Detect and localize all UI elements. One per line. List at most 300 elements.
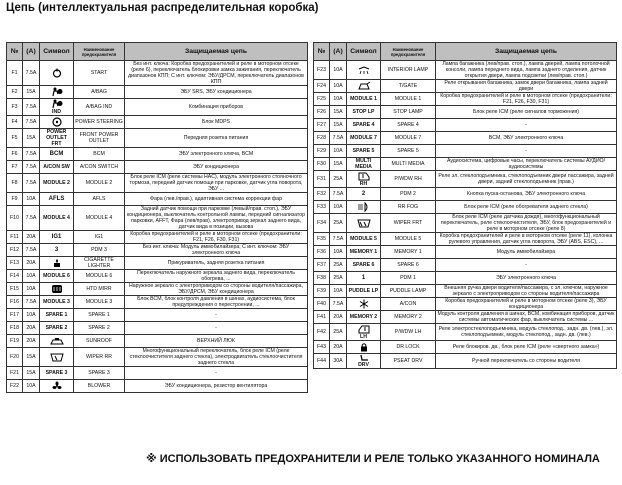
fuse-protected-circuit: Реле блокиров. дв., блок реле ICM (реле «свертного замка») bbox=[436, 341, 617, 354]
fuse-name: MULTI MEDIA bbox=[381, 158, 436, 171]
fuse-symbol bbox=[40, 283, 74, 296]
footer-note: ※ ИСПОЛЬЗОВАТЬ ПРЕДОХРАНИТЕЛИ И РЕЛЕ ТОЛЬКО УКАЗАННОГО НОМИНАЛА bbox=[146, 453, 600, 465]
fuse-row-f20 bbox=[7, 348, 308, 367]
fuse-amperage: 10A bbox=[23, 193, 40, 206]
fuse-number: F20 bbox=[7, 348, 23, 367]
fuse-row-f39 bbox=[314, 285, 617, 298]
fuse-name: START bbox=[74, 61, 125, 86]
fuse-name: HTD MIRR bbox=[74, 283, 125, 296]
fuse-number: F8 bbox=[7, 174, 23, 193]
fuse-symbol-label: 3 bbox=[54, 247, 59, 253]
fuse-number: F11 bbox=[7, 231, 23, 244]
header-fuse-name: Наименование предохранителя bbox=[381, 43, 436, 61]
fuse-symbol bbox=[347, 246, 381, 259]
header-number: № bbox=[7, 43, 23, 61]
fuse-symbol bbox=[40, 116, 74, 129]
header-symbol: Символ bbox=[40, 43, 74, 61]
fuse-protected-circuit: - bbox=[125, 322, 308, 335]
fuse-amperage: 7.5A bbox=[23, 244, 40, 257]
fuse-number: F17 bbox=[7, 309, 23, 322]
fuse-amperage: 10A bbox=[330, 61, 347, 80]
fuse-symbol bbox=[347, 311, 381, 324]
fuse-row-f6 bbox=[7, 148, 308, 161]
fuse-row-f43 bbox=[314, 341, 617, 354]
fuse-symbol bbox=[40, 322, 74, 335]
seat-icon bbox=[348, 354, 379, 362]
fuse-number: F2 bbox=[7, 86, 23, 99]
fuse-symbol bbox=[40, 270, 74, 283]
fuse-amperage: 20A bbox=[23, 257, 40, 270]
fuse-amperage: 10A bbox=[330, 93, 347, 106]
fuse-row-f35 bbox=[314, 233, 617, 246]
fuse-row-f37 bbox=[314, 259, 617, 272]
fuse-name: P/WDW LH bbox=[381, 324, 436, 341]
fuse-symbol bbox=[347, 171, 381, 188]
fuse-amperage: 15A bbox=[23, 86, 40, 99]
fuse-amperage: 7.5A bbox=[23, 148, 40, 161]
fuse-number: F41 bbox=[314, 311, 330, 324]
fuse-symbol bbox=[40, 61, 74, 86]
fuse-table-right-body bbox=[314, 61, 617, 369]
fuse-symbol bbox=[347, 214, 381, 233]
tailgate-icon bbox=[348, 81, 379, 91]
fuse-number: F34 bbox=[314, 214, 330, 233]
fuse-protected-circuit: ВЕРХНИЙ ЛЮК bbox=[125, 335, 308, 348]
fuse-name: A/CON bbox=[381, 298, 436, 311]
fuse-protected-circuit: - bbox=[436, 259, 617, 272]
fuse-name: AFLS bbox=[74, 193, 125, 206]
fuse-row-f24 bbox=[314, 80, 617, 93]
fuse-symbol bbox=[40, 380, 74, 393]
fuse-amperage: 7.5A bbox=[330, 298, 347, 311]
fuse-symbol bbox=[347, 106, 381, 119]
fuse-name: WIPER FRT bbox=[381, 214, 436, 233]
fuse-protected-circuit: ЭБУ кондиционера bbox=[125, 161, 308, 174]
header-number: № bbox=[314, 43, 330, 61]
fuse-protected-circuit: - bbox=[125, 309, 308, 322]
fuse-row-f44 bbox=[314, 354, 617, 369]
fuse-number: F31 bbox=[314, 171, 330, 188]
fuse-symbol-label: A/CON SW bbox=[43, 164, 70, 170]
fuse-row-f28 bbox=[314, 132, 617, 145]
fuse-symbol bbox=[347, 145, 381, 158]
fuse-symbol-label: SPARE 3 bbox=[45, 370, 68, 376]
fuse-row-f1 bbox=[7, 61, 308, 86]
fuse-amperage: 15A bbox=[23, 129, 40, 148]
sunroof-icon bbox=[41, 336, 72, 346]
header-fuse-name: Наименование предохранителя bbox=[74, 43, 125, 61]
fuse-symbol bbox=[40, 99, 74, 116]
header-symbol: Символ bbox=[347, 43, 381, 61]
fuse-symbol-label: MULTI MEDIA bbox=[355, 158, 372, 170]
fuse-name: MODULE 2 bbox=[74, 174, 125, 193]
fuse-amperage: 10A bbox=[23, 309, 40, 322]
table-header-row bbox=[314, 43, 617, 61]
fuse-number: F36 bbox=[314, 246, 330, 259]
fuse-symbol bbox=[347, 285, 381, 298]
fuse-row-f34 bbox=[314, 214, 617, 233]
fuse-name: BLOWER bbox=[74, 380, 125, 393]
fuse-amperage: 30A bbox=[330, 354, 347, 369]
fuse-symbol bbox=[347, 201, 381, 214]
fuse-protected-circuit: Блок реле ICM (реле системы HAC), модуль электронного стояночного тормоза, передний датчик помощи при парковке, датчик угла поворота, ЭБУ ... bbox=[125, 174, 308, 193]
table-header-row bbox=[7, 43, 308, 61]
fuse-number: F37 bbox=[314, 259, 330, 272]
front-wiper-icon bbox=[348, 218, 379, 228]
fuse-name: DR LOCK bbox=[381, 341, 436, 354]
fuse-row-f10 bbox=[7, 206, 308, 231]
fuse-row-f27 bbox=[314, 119, 617, 132]
fuse-symbol bbox=[347, 80, 381, 93]
fuse-name: MEMORY 2 bbox=[381, 311, 436, 324]
power-window-lh-icon bbox=[348, 324, 379, 334]
fuse-row-f3 bbox=[7, 99, 308, 116]
fuse-protected-circuit: Блок реле ICM (реле обогревателя заднего стекла) bbox=[436, 201, 617, 214]
fuse-symbol-label: LH bbox=[360, 334, 367, 340]
fuse-symbol-label: SPARE 5 bbox=[352, 148, 375, 154]
fuse-amperage: 20A bbox=[23, 335, 40, 348]
rear-wiper-icon bbox=[41, 352, 72, 362]
fuse-name: SPARE 6 bbox=[381, 259, 436, 272]
fuse-row-f30 bbox=[314, 158, 617, 171]
fuse-name: MODULE 7 bbox=[381, 132, 436, 145]
fan-icon bbox=[41, 381, 72, 391]
fuse-number: F40 bbox=[314, 298, 330, 311]
fuse-row-f36 bbox=[314, 246, 617, 259]
fuse-symbol-label: MODULE 7 bbox=[350, 135, 377, 141]
fuse-amperage: 15A bbox=[23, 348, 40, 367]
fuse-number: F16 bbox=[7, 296, 23, 309]
fuse-name: MODULE 4 bbox=[74, 206, 125, 231]
fuse-symbol-label: MODULE 5 bbox=[350, 236, 377, 242]
fuse-row-f38 bbox=[314, 272, 617, 285]
fuse-protected-circuit: Задний датчик помощи при парковке (левый/прав. стоп.), ЭБУ кондиционера, выключатель контрольной лампы, передний сигнализатор парковки, AFFT, Фара (лев/прав), электропривод зеркал заднего вида, датчик вида в позиции, вызова bbox=[125, 206, 308, 231]
fuse-symbol bbox=[347, 188, 381, 201]
fuse-symbol-label: BCM bbox=[49, 151, 64, 157]
fuse-symbol bbox=[347, 259, 381, 272]
fuse-name: POWER STEERING bbox=[74, 116, 125, 129]
fuse-name: WIPER RR bbox=[74, 348, 125, 367]
fuse-symbol-label: SPARE 2 bbox=[45, 325, 68, 331]
fuse-number: F25 bbox=[314, 93, 330, 106]
fuse-amperage: 10A bbox=[23, 270, 40, 283]
fuse-name: FRONT POWER OUTLET bbox=[74, 129, 125, 148]
fuse-number: F4 bbox=[7, 116, 23, 129]
page-title: Цепь (интеллектуальная распределительная коробка) bbox=[6, 2, 319, 14]
fuse-symbol-label: MODULE 3 bbox=[43, 299, 70, 305]
fuse-protected-circuit: ЭБУ кондиционера, резистор вентилятора bbox=[125, 380, 308, 393]
fuse-protected-circuit: ЭБУ электронного ключа, BCM bbox=[125, 148, 308, 161]
fuse-symbol bbox=[40, 335, 74, 348]
fuse-number: F43 bbox=[314, 341, 330, 354]
fuse-name: SUNROOF bbox=[74, 335, 125, 348]
fuse-row-f19 bbox=[7, 335, 308, 348]
fuse-row-f7 bbox=[7, 161, 308, 174]
fuse-number: F10 bbox=[7, 206, 23, 231]
fuse-symbol bbox=[40, 309, 74, 322]
fuse-protected-circuit: - bbox=[436, 145, 617, 158]
fuse-symbol bbox=[347, 341, 381, 354]
fuse-name: A/BAG IND bbox=[74, 99, 125, 116]
fuse-row-f23 bbox=[314, 61, 617, 80]
fuse-amperage: 15A bbox=[23, 367, 40, 380]
fuse-protected-circuit: Ручной переключатель со стороны водителя bbox=[436, 354, 617, 369]
fuse-protected-circuit: Блок реле ICM (реле датчика дождя), многофункциональный переключатель, реле стеклоочистителя, ЭБУ, блок предохранителей и реле в моторном отсеке (реле 8) bbox=[436, 214, 617, 233]
fuse-number: F6 bbox=[7, 148, 23, 161]
fuse-name: MODULE 6 bbox=[74, 270, 125, 283]
fuse-row-f4 bbox=[7, 116, 308, 129]
fuse-number: F9 bbox=[7, 193, 23, 206]
fuse-symbol-label: RH bbox=[359, 181, 368, 187]
fuse-symbol-label: DRV bbox=[358, 362, 369, 368]
fuse-number: F12 bbox=[7, 244, 23, 257]
fuse-amperage: 7.5A bbox=[23, 161, 40, 174]
fuse-name: CIGARETTE LIGHTER bbox=[74, 257, 125, 270]
fuse-number: F39 bbox=[314, 285, 330, 298]
fuse-name: MEMORY 1 bbox=[381, 246, 436, 259]
fuse-amperage: 7.5A bbox=[23, 206, 40, 231]
door-lock-icon bbox=[348, 342, 379, 352]
fuse-name: SPARE 5 bbox=[381, 145, 436, 158]
fuse-number: F33 bbox=[314, 201, 330, 214]
fuse-protected-circuit: Аудиосистема, цифровые часы, переключатель системы АУДИО/аудиосистемы bbox=[436, 158, 617, 171]
fuse-amperage: 25A bbox=[330, 324, 347, 341]
fuse-protected-circuit: Внешняя ручка двери водителя/пассажира, с эл. ключом, наружное зеркало с электроприводом со стороны водителя/пассажира bbox=[436, 285, 617, 298]
fuse-amperage: 10A bbox=[330, 145, 347, 158]
fuse-protected-circuit: Коробка предохранителей и реле в моторном отсеке (реле 3), ЭБУ кондиционера bbox=[436, 298, 617, 311]
fuse-number: F1 bbox=[7, 61, 23, 86]
fuse-symbol bbox=[347, 132, 381, 145]
fuse-symbol-label: SPARE 6 bbox=[352, 262, 375, 268]
fuse-number: F35 bbox=[314, 233, 330, 246]
fuse-number: F23 bbox=[314, 61, 330, 80]
fuse-symbol bbox=[40, 231, 74, 244]
fuse-amperage: 15A bbox=[330, 158, 347, 171]
fuse-symbol-label: 1 bbox=[361, 275, 366, 281]
fuse-symbol bbox=[40, 244, 74, 257]
fuse-symbol-label: MODULE 4 bbox=[43, 215, 70, 221]
fuse-protected-circuit: Наружное зеркало с электроприводом со стороны водителя/пассажира, ЭБУ/ДРСМ, ЭБУ кондиционера bbox=[125, 283, 308, 296]
fuse-name: IG1 bbox=[74, 231, 125, 244]
fuse-number: F44 bbox=[314, 354, 330, 369]
fuse-protected-circuit: Переключатель наружного зеркала заднего вида, переключатель обогрева, ... bbox=[125, 270, 308, 283]
fuse-symbol bbox=[40, 174, 74, 193]
fuse-number: F13 bbox=[7, 257, 23, 270]
fuse-symbol bbox=[40, 86, 74, 99]
fuse-amperage: 10A bbox=[330, 246, 347, 259]
fuse-amperage: 20A bbox=[330, 341, 347, 354]
fuse-row-f32 bbox=[314, 188, 617, 201]
fuse-number: F14 bbox=[7, 270, 23, 283]
fuse-protected-circuit: Без инт. ключа: Модуль иммобилайзера; С инт. ключом: ЭБУ электронного ключа bbox=[125, 244, 308, 257]
fuse-number: F21 bbox=[7, 367, 23, 380]
fuse-symbol bbox=[347, 158, 381, 171]
fuse-number: F5 bbox=[7, 129, 23, 148]
fuse-row-f17 bbox=[7, 309, 308, 322]
fuse-row-f21 bbox=[7, 367, 308, 380]
fuse-symbol-label: MODULE 6 bbox=[43, 273, 70, 279]
fuse-protected-circuit: Прикуриватель, задняя розетка питания bbox=[125, 257, 308, 270]
fuse-symbol bbox=[347, 324, 381, 341]
fuse-row-f15 bbox=[7, 283, 308, 296]
fuse-protected-circuit: Передняя розетка питания bbox=[125, 129, 308, 148]
header-amperage: (A) bbox=[23, 43, 40, 61]
fuse-protected-circuit: Реле открывания багажника, замок двери багажника, лампа задней двери bbox=[436, 80, 617, 93]
fuse-amperage: 20A bbox=[23, 231, 40, 244]
fuse-number: F26 bbox=[314, 106, 330, 119]
fuse-amperage: 7.5A bbox=[330, 233, 347, 246]
fuse-name: INTERIOR LAMP bbox=[381, 61, 436, 80]
header-protected-circuit: Защищаемая цепь bbox=[125, 43, 308, 61]
fuse-protected-circuit: Лампа багажника (лев/прав. стоп.), лампа дверей, лампа потолочной консоли, лампа переднего вида, лампа заднего отделения, датчик открытия двери, лампа подсветки (лев/прав. стоп.) bbox=[436, 61, 617, 80]
ring-icon bbox=[41, 68, 72, 78]
fuse-row-f16 bbox=[7, 296, 308, 309]
fuse-amperage: 7.5A bbox=[23, 99, 40, 116]
fuse-symbol bbox=[347, 119, 381, 132]
fuse-name: A/CON SWITCH bbox=[74, 161, 125, 174]
fuse-number: F38 bbox=[314, 272, 330, 285]
fuse-name: MODULE 3 bbox=[74, 296, 125, 309]
fuse-name: P/WDW RH bbox=[381, 171, 436, 188]
fuse-symbol bbox=[40, 257, 74, 270]
fuse-protected-circuit: Коробка предохранителей и реле в моторном отсеке (реле 11), колонка рулевого управления, датчик угла поворота, ЭБУ (ABS, ESC), ... bbox=[436, 233, 617, 246]
fuse-name: PDM 2 bbox=[381, 188, 436, 201]
fuse-number: F28 bbox=[314, 132, 330, 145]
fuse-symbol bbox=[40, 129, 74, 148]
fuse-amperage: 7.5A bbox=[23, 116, 40, 129]
airbag-icon bbox=[41, 87, 72, 97]
fuse-row-f29 bbox=[314, 145, 617, 158]
fuse-protected-circuit: Без инт. ключа: Коробка предохранителей и реле в моторном отсеке (реле 6), переключатель блокировки замка зажигания, переключатель диапазонов КПП; С инт. ключом: ЭБУ/ДРСМ, переключатель диапазонов КПП bbox=[125, 61, 308, 86]
fuse-row-f42 bbox=[314, 324, 617, 341]
fuse-protected-circuit: ЭБУ SRS, ЭБУ кондиционера bbox=[125, 86, 308, 99]
fuse-number: F27 bbox=[314, 119, 330, 132]
fuse-symbol bbox=[40, 296, 74, 309]
lighter-icon bbox=[41, 258, 72, 268]
fuse-symbol-label: SPARE 4 bbox=[352, 122, 375, 128]
fuse-protected-circuit: Кнопка пуска-останова, ЭБУ электронного ключа bbox=[436, 188, 617, 201]
header-protected-circuit: Защищаемая цепь bbox=[436, 43, 617, 61]
fuse-symbol-label: AFLS bbox=[48, 196, 65, 202]
fuse-protected-circuit: Коробка предохранителей и реле в моторном отсеке (предохранители: F21, F26, F30, F31) bbox=[125, 231, 308, 244]
fuse-amperage: 7.5A bbox=[330, 188, 347, 201]
airbag-ind-icon bbox=[41, 99, 72, 109]
fuse-symbol-label: PUDDLE LP bbox=[348, 288, 379, 294]
fuse-amperage: 10A bbox=[330, 285, 347, 298]
fuse-protected-circuit: Модуль контроля давления в шинах, BCM, комбинация приборов, датчик системы автоматических фар, выключатель системы ... bbox=[436, 311, 617, 324]
fuse-protected-circuit: Блок MDPS bbox=[125, 116, 308, 129]
fuse-amperage: 10A bbox=[330, 80, 347, 93]
fuse-table-left bbox=[6, 42, 308, 393]
fuse-amperage: 25A bbox=[330, 272, 347, 285]
fuse-protected-circuit: - bbox=[436, 119, 617, 132]
fuse-symbol bbox=[40, 161, 74, 174]
fuse-row-f25 bbox=[314, 93, 617, 106]
fuse-number: F42 bbox=[314, 324, 330, 341]
fuse-symbol-label: SPARE 1 bbox=[45, 312, 68, 318]
fuse-symbol bbox=[347, 298, 381, 311]
fuse-amperage: 20A bbox=[330, 311, 347, 324]
fuse-row-f40 bbox=[314, 298, 617, 311]
fuse-name: PDM 3 bbox=[74, 244, 125, 257]
header-amperage: (A) bbox=[330, 43, 347, 61]
fuse-amperage: 7.5A bbox=[23, 296, 40, 309]
fuse-protected-circuit: Фара (лев./прав.), адаптивная система коррекции фар bbox=[125, 193, 308, 206]
fuse-number: F29 bbox=[314, 145, 330, 158]
fuse-table-left-body bbox=[7, 61, 308, 393]
fuse-symbol-label: MODULE 1 bbox=[350, 96, 377, 102]
fuse-symbol-label: 2 bbox=[361, 191, 366, 197]
fuse-symbol bbox=[40, 148, 74, 161]
fuse-row-f11 bbox=[7, 231, 308, 244]
fuse-name: STOP LAMP bbox=[381, 106, 436, 119]
fuse-amperage: 25A bbox=[330, 259, 347, 272]
fuse-number: F7 bbox=[7, 161, 23, 174]
fuse-protected-circuit: Комбинация приборов bbox=[125, 99, 308, 116]
fuse-name: SPARE 1 bbox=[74, 309, 125, 322]
steering-icon bbox=[41, 117, 72, 127]
fuse-symbol bbox=[347, 354, 381, 369]
rear-fog-icon bbox=[348, 202, 379, 212]
fuse-name: PDM 1 bbox=[381, 272, 436, 285]
fuse-name: RR FOG bbox=[381, 201, 436, 214]
fuse-protected-circuit: Многофункциональный переключатель, блок реле ICM (реле стеклоочистителя заднего стекла), электродвигатель стеклоочистителя заднего стекла bbox=[125, 348, 308, 367]
fuse-row-f9 bbox=[7, 193, 308, 206]
fuse-row-f18 bbox=[7, 322, 308, 335]
fuse-row-f14 bbox=[7, 270, 308, 283]
fuse-protected-circuit: Блок реле ICM (реле сигналов торможения) bbox=[436, 106, 617, 119]
fuse-row-f22 bbox=[7, 380, 308, 393]
fuse-symbol-label: MODULE 2 bbox=[43, 180, 70, 186]
fuse-name: PSEAT DRV bbox=[381, 354, 436, 369]
fuse-row-f2 bbox=[7, 86, 308, 99]
fuse-table-right bbox=[313, 42, 617, 369]
power-window-rh-icon bbox=[348, 171, 379, 181]
fuse-name: SPARE 3 bbox=[74, 367, 125, 380]
fuse-protected-circuit: Реле эл. стеклоподъемника, стеклоподъемник двери пассажира, задней двери, задний стеклоподъемник (прав.) bbox=[436, 171, 617, 188]
fuse-symbol-label: IND bbox=[52, 109, 61, 115]
fuse-row-f33 bbox=[314, 201, 617, 214]
fuse-amperage: 10A bbox=[330, 201, 347, 214]
fuse-amperage: 20A bbox=[23, 322, 40, 335]
fuse-number: F22 bbox=[7, 380, 23, 393]
fuse-symbol-label: MEMORY 1 bbox=[349, 249, 378, 255]
fuse-row-f41 bbox=[314, 311, 617, 324]
interior-lamp-icon bbox=[348, 65, 379, 75]
fuse-row-f5 bbox=[7, 129, 308, 148]
fuse-number: F30 bbox=[314, 158, 330, 171]
fuse-number: F19 bbox=[7, 335, 23, 348]
fuse-amperage: 15A bbox=[330, 119, 347, 132]
fuse-symbol bbox=[40, 206, 74, 231]
fuse-symbol bbox=[347, 93, 381, 106]
fuse-name: PUDDLE LAMP bbox=[381, 285, 436, 298]
fuse-row-f13 bbox=[7, 257, 308, 270]
fuse-name: SPARE 2 bbox=[74, 322, 125, 335]
fuse-amperage: 7.5A bbox=[23, 61, 40, 86]
fuse-number: F3 bbox=[7, 99, 23, 116]
fuse-name: SPARE 4 bbox=[381, 119, 436, 132]
fuse-symbol bbox=[40, 367, 74, 380]
ac-icon bbox=[348, 299, 379, 309]
fuse-protected-circuit: ЭБУ электронного ключа bbox=[436, 272, 617, 285]
fuse-protected-circuit: - bbox=[125, 367, 308, 380]
fuse-symbol-label: STOP LP bbox=[352, 109, 375, 115]
fuse-row-f8 bbox=[7, 174, 308, 193]
fuse-name: A/BAG bbox=[74, 86, 125, 99]
fuse-protected-circuit: Модуль иммобилайзера bbox=[436, 246, 617, 259]
fuse-symbol-label: MEMORY 2 bbox=[349, 314, 378, 320]
